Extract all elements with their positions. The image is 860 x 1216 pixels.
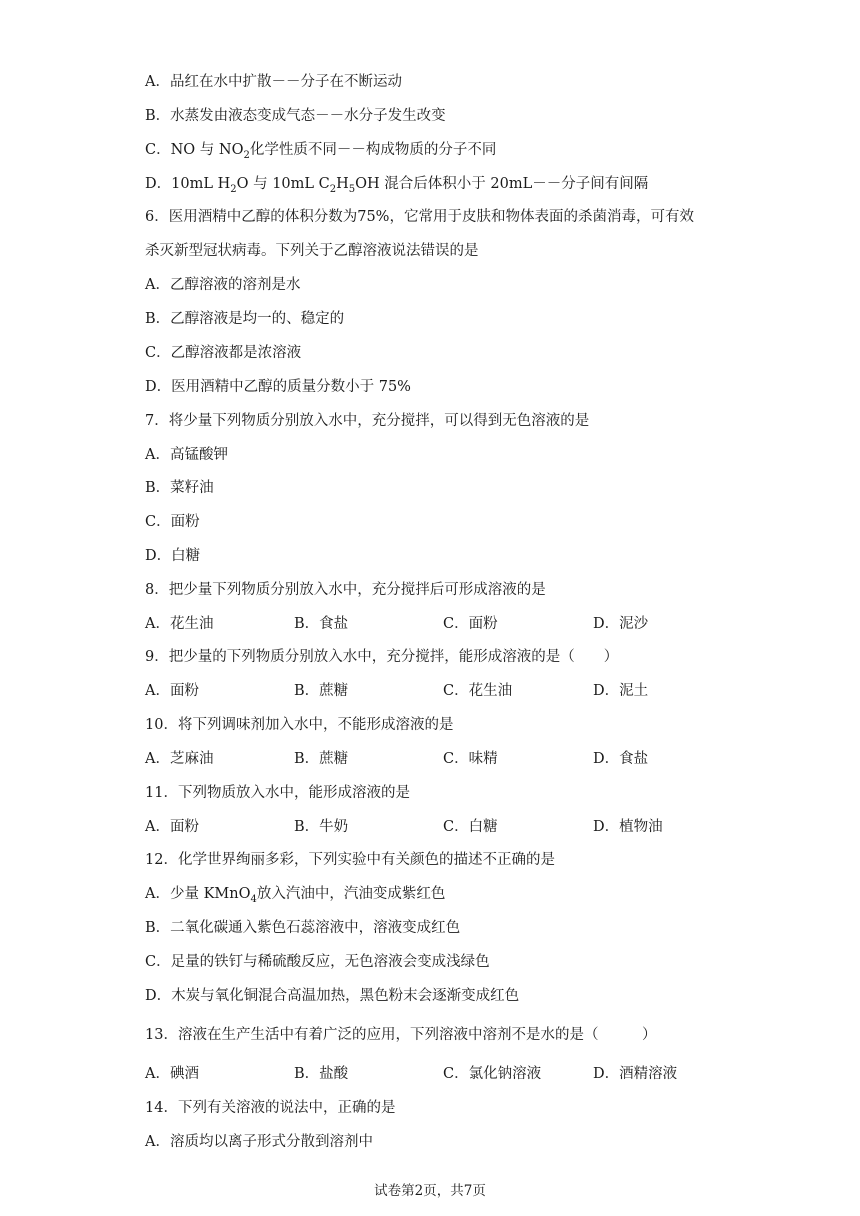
q13-option-d: D．酒精溶液 <box>593 1066 678 1082</box>
q13-option-b: B．盐酸 <box>294 1066 349 1082</box>
q10-stem: 10．将下列调味剂加入水中，不能形成溶液的是 <box>145 717 454 733</box>
q11-option-b: B．牛奶 <box>294 819 349 835</box>
q12-stem: 12．化学世界绚丽多彩，下列实验中有关颜色的描述不正确的是 <box>145 852 555 868</box>
q6-stem-line-2: 杀灭新型冠状病毒。下列关于乙醇溶液说法错误的是 <box>145 243 479 259</box>
page-footer: 试卷第2页，共7页 <box>374 1183 486 1199</box>
q10-option-b: B．蔗糖 <box>294 751 349 767</box>
q11-options <box>145 817 705 837</box>
q8-option-b: B．食盐 <box>294 616 349 632</box>
q10-options <box>145 749 705 769</box>
q13-stem: 13．溶液在生产生活中有着广泛的应用，下列溶液中溶剂不是水的是（ ） <box>145 1027 657 1043</box>
q11-stem: 11．下列物质放入水中，能形成溶液的是 <box>145 785 410 801</box>
q12-option-c: C．足量的铁钉与稀硫酸反应，无色溶液会变成浅绿色 <box>145 954 490 970</box>
q5-option-d: D．10mL $H_2O$ 与 10mL $C_2H_5OH$ 混合后体积小于 20mL－－分子间有间隔 <box>145 176 649 195</box>
q13-option-c: C．氯化钠溶液 <box>443 1066 542 1082</box>
q12-option-a: A．少量 KMnO$_4$放入汽油中，汽油变成紫红色 <box>145 886 446 905</box>
q6-stem-line-1: 6．医用酒精中乙醇的体积分数为75%，它常用于皮肤和物体表面的杀菌消毒，可有效 <box>145 209 694 225</box>
q7-option-c: C．面粉 <box>145 514 200 530</box>
q9-option-d: D．泥土 <box>593 683 649 699</box>
q11-option-a: A．面粉 <box>145 819 199 835</box>
q9-options <box>145 681 705 701</box>
q12-option-b: B．二氧化碳通入紫色石蕊溶液中，溶液变成红色 <box>145 920 461 936</box>
q8-stem: 8．把少量下列物质分别放入水中，充分搅拌后可形成溶液的是 <box>145 582 546 598</box>
q6-option-b: B．乙醇溶液是均一的、稳定的 <box>145 311 345 327</box>
q10-option-c: C．味精 <box>443 751 498 767</box>
q9-stem: 9．把少量的下列物质分别放入水中，充分搅拌，能形成溶液的是（ ） <box>145 649 619 665</box>
q5-option-c: C．NO 与 $NO_2$化学性质不同－－构成物质的分子不同 <box>145 142 497 161</box>
q6-option-d: D．医用酒精中乙醇的质量分数小于 75% <box>145 379 411 395</box>
q6-option-a: A．乙醇溶液的溶剂是水 <box>145 277 301 293</box>
q10-option-d: D．食盐 <box>593 751 649 767</box>
q5-option-b: B．水蒸发由液态变成气态－－水分子发生改变 <box>145 108 446 124</box>
q5-option-a: A．品红在水中扩散－－分子在不断运动 <box>145 74 402 90</box>
q11-option-d: D．植物油 <box>593 819 663 835</box>
q14-option-a: A．溶质均以离子形式分散到溶剂中 <box>145 1134 373 1150</box>
q10-option-a: A．芝麻油 <box>145 751 214 767</box>
q7-option-d: D．白糖 <box>145 548 201 564</box>
q13-options <box>145 1064 705 1084</box>
q8-options <box>145 614 705 634</box>
q7-option-a: A．高锰酸钾 <box>145 447 228 463</box>
q7-stem: 7．将少量下列物质分别放入水中，充分搅拌，可以得到无色溶液的是 <box>145 413 590 429</box>
q14-stem: 14．下列有关溶液的说法中，正确的是 <box>145 1100 396 1116</box>
q8-option-d: D．泥沙 <box>593 616 649 632</box>
q7-option-b: B．菜籽油 <box>145 480 214 496</box>
q9-option-b: B．蔗糖 <box>294 683 349 699</box>
q12-option-d: D．木炭与氧化铜混合高温加热，黑色粉末会逐渐变成红色 <box>145 988 520 1004</box>
q9-option-a: A．面粉 <box>145 683 199 699</box>
q8-option-c: C．面粉 <box>443 616 498 632</box>
q8-option-a: A．花生油 <box>145 616 214 632</box>
q11-option-c: C．白糖 <box>443 819 498 835</box>
q6-option-c: C．乙醇溶液都是浓溶液 <box>145 345 302 361</box>
q9-option-c: C．花生油 <box>443 683 513 699</box>
q13-option-a: A．碘酒 <box>145 1066 199 1082</box>
